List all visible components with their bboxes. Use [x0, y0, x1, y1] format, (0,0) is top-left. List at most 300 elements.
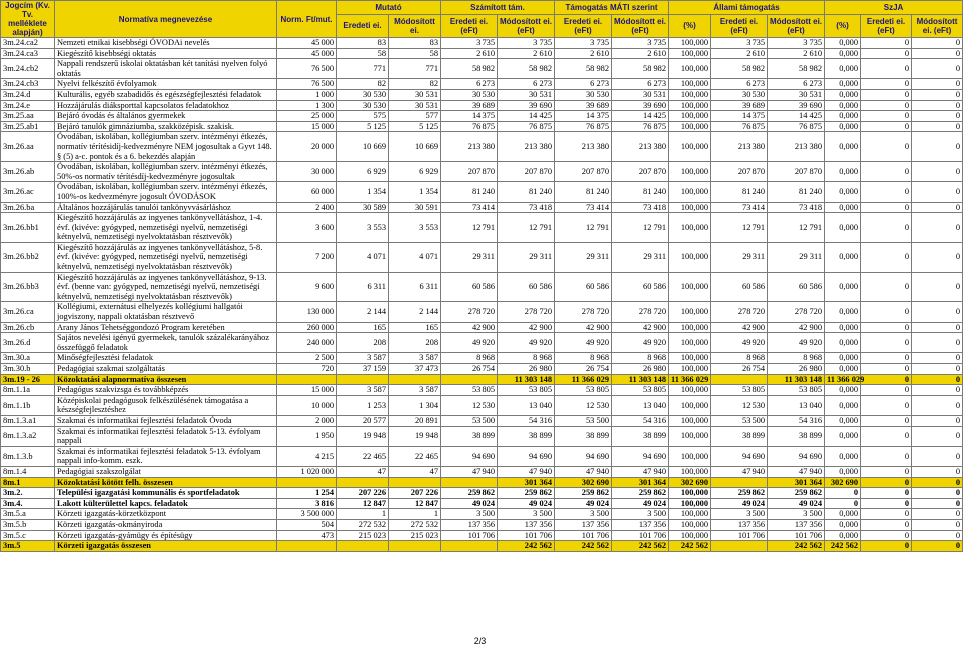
row-cell: 6 273	[612, 79, 669, 90]
row-cell: 2 500	[277, 353, 337, 364]
row-cell: 0,000	[825, 162, 861, 182]
row-cell: 60 000	[277, 182, 337, 202]
row-cell: 76 875	[498, 121, 555, 132]
row-cell: 2 000	[277, 415, 337, 426]
row-cell: 0	[861, 353, 912, 364]
header-row-1	[1, 1, 963, 15]
table-row	[1, 353, 963, 364]
row-cell	[441, 477, 498, 488]
row-cell: 100,000	[669, 395, 711, 415]
row-cell: 0	[912, 79, 963, 90]
row-cell: 100,000	[669, 38, 711, 49]
row-cell: 100,000	[669, 79, 711, 90]
row-name: Közoktatási kötött felh. összesen	[55, 477, 277, 488]
row-cell: 3 600	[277, 213, 337, 243]
row-cell: 49 920	[768, 333, 825, 353]
row-cell: 42 900	[612, 322, 669, 333]
row-cell: 0	[861, 100, 912, 111]
sub-header-szamitott-eredeti: Eredeti ei. (eFt)	[441, 14, 498, 37]
row-cell: 242 562	[669, 541, 711, 552]
row-code: 3m.2.	[1, 488, 55, 499]
row-cell: 165	[337, 322, 389, 333]
row-code: 8m.1.1a	[1, 385, 55, 396]
row-cell: 100,000	[669, 364, 711, 375]
row-name: Körzeti igazgatás-gyámügy és építésügy	[55, 530, 277, 541]
row-cell: 47 940	[441, 466, 498, 477]
row-cell: 0	[861, 48, 912, 59]
row-cell: 259 862	[768, 488, 825, 499]
table-row	[1, 333, 963, 353]
row-cell: 38 899	[711, 426, 768, 446]
row-code: 8m.1.4	[1, 466, 55, 477]
row-cell: 49 920	[441, 333, 498, 353]
row-cell: 0,000	[825, 100, 861, 111]
row-name: Kiegészítő kisebbségi oktatás	[55, 48, 277, 59]
row-cell: 0	[912, 477, 963, 488]
row-cell: 0,000	[825, 272, 861, 302]
row-code: 8m.1.1b	[1, 395, 55, 415]
row-cell: 3 735	[555, 38, 612, 49]
row-cell: 0	[912, 302, 963, 322]
row-cell: 60 586	[555, 272, 612, 302]
row-cell: 0	[861, 519, 912, 530]
row-cell: 94 690	[711, 446, 768, 466]
row-cell: 58 982	[711, 59, 768, 79]
row-cell: 42 900	[498, 322, 555, 333]
row-cell: 49 920	[555, 333, 612, 353]
row-cell: 3 816	[277, 498, 337, 509]
row-cell: 2 610	[711, 48, 768, 59]
row-cell: 0	[912, 466, 963, 477]
row-cell: 3 500 000	[277, 509, 337, 520]
row-cell: 100,000	[669, 426, 711, 446]
row-cell: 0,000	[825, 415, 861, 426]
row-cell: 137 356	[498, 519, 555, 530]
row-cell: 130 000	[277, 302, 337, 322]
row-cell: 49 024	[612, 498, 669, 509]
row-cell: 1 354	[337, 182, 389, 202]
row-cell: 215 023	[337, 530, 389, 541]
row-cell: 12 847	[389, 498, 441, 509]
row-cell: 19 948	[389, 426, 441, 446]
row-cell: 0	[861, 242, 912, 272]
row-cell: 0	[912, 111, 963, 122]
row-cell: 101 706	[612, 530, 669, 541]
row-cell: 81 240	[498, 182, 555, 202]
row-cell: 19 948	[337, 426, 389, 446]
row-cell: 9 600	[277, 272, 337, 302]
row-name: Bejáró tanulók gimnáziumba, szakközépisk. szakisk.	[55, 121, 277, 132]
row-cell: 1 950	[277, 426, 337, 446]
table-row	[1, 162, 963, 182]
row-cell: 0	[912, 333, 963, 353]
row-cell: 94 690	[498, 446, 555, 466]
row-cell: 81 240	[768, 182, 825, 202]
row-cell: 37 473	[389, 364, 441, 375]
row-cell: 39 690	[612, 100, 669, 111]
row-cell: 0	[861, 509, 912, 520]
row-cell: 0,000	[825, 111, 861, 122]
row-cell: 213 380	[441, 132, 498, 162]
row-name: Kollégiumi, externátusi elhelyezés kollégiumi hallgatói jogviszony, nappali oktatásban résztvevő	[55, 302, 277, 322]
row-cell: 137 356	[768, 519, 825, 530]
row-cell: 0	[912, 446, 963, 466]
row-name: Pedagógiai szakmai szolgáltatás	[55, 364, 277, 375]
row-cell: 20 891	[389, 415, 441, 426]
row-cell: 100,000	[669, 498, 711, 509]
row-cell: 0	[912, 322, 963, 333]
table-row	[1, 477, 963, 488]
row-cell: 3 553	[389, 213, 441, 243]
row-cell: 26 980	[498, 364, 555, 375]
row-cell: 53 500	[711, 415, 768, 426]
row-name: Középiskolai pedagógusok felkészülésének támogatása a készségfejlesztéshez	[55, 395, 277, 415]
row-cell: 100,000	[669, 59, 711, 79]
row-cell: 13 040	[768, 395, 825, 415]
row-cell: 0	[912, 132, 963, 162]
row-cell: 30 531	[389, 100, 441, 111]
row-cell: 100,000	[669, 385, 711, 396]
row-cell: 47 940	[768, 466, 825, 477]
row-name: Kulturális, egyéb szabadidős és egészségfejlesztési feladatok	[55, 89, 277, 100]
row-cell: 278 720	[612, 302, 669, 322]
row-cell: 54 316	[498, 415, 555, 426]
row-cell: 20 000	[277, 132, 337, 162]
sub-header-szja-modositott: Módosított ei. (eFt)	[912, 14, 963, 37]
row-cell: 207 870	[441, 162, 498, 182]
row-name: Általános hozzájárulás tanulói tankönyvvásárláshoz	[55, 202, 277, 213]
row-code: 3m.19 - 26	[1, 374, 55, 385]
sub-header-mati-modositott: Módosított ei. (eFt)	[612, 14, 669, 37]
page-number: 2/3	[473, 636, 487, 646]
row-cell: 73 414	[555, 202, 612, 213]
row-name: Szakmai és informatikai fejlesztési feladatok 5-13. évfolyam nappali	[55, 426, 277, 446]
table-row	[1, 364, 963, 375]
row-cell: 1 254	[277, 488, 337, 499]
row-cell	[389, 541, 441, 552]
row-name: Óvodában, iskolában, kollégiumban szerv. intézményi étkezés, normatív térítésidíj-kedvezményre NEM jogosultak a Gyvt 148. § (5) a-c. pontok és a 6. bekezdés alapján	[55, 132, 277, 162]
sub-header-szja-eredeti: Eredeti ei. (eFt)	[861, 14, 912, 37]
row-cell: 100,000	[669, 202, 711, 213]
row-cell: 2 144	[389, 302, 441, 322]
row-cell: 0,000	[825, 121, 861, 132]
row-cell: 42 900	[441, 322, 498, 333]
sub-header-mutato-modositott: Módosított ei.	[389, 14, 441, 37]
row-cell: 29 311	[768, 242, 825, 272]
row-cell: 0	[861, 364, 912, 375]
row-cell: 12 791	[555, 213, 612, 243]
row-cell: 94 690	[768, 446, 825, 466]
row-cell: 10 669	[389, 132, 441, 162]
row-cell: 0	[861, 415, 912, 426]
group-header-szamitott: Számított tám.	[441, 1, 555, 15]
row-cell: 0,000	[825, 242, 861, 272]
row-cell: 0	[912, 121, 963, 132]
table-row	[1, 466, 963, 477]
table-row	[1, 121, 963, 132]
row-cell: 30 530	[555, 89, 612, 100]
row-cell: 771	[337, 59, 389, 79]
row-name: Kiegészítő hozzájárulás az ingyenes tankönyvellátáshoz, 9-13. évf. (benne van: gyógyped, nemzetiségi nyelvű, nemzetiségi kétnyelvű, nemzetiségi nyelvoktatásban résztvevők)	[55, 272, 277, 302]
row-cell: 20 577	[337, 415, 389, 426]
row-cell: 0	[861, 385, 912, 396]
sub-header-szja-pct: (%)	[825, 14, 861, 37]
row-cell: 208	[337, 333, 389, 353]
row-cell: 0,000	[825, 519, 861, 530]
row-cell: 3 500	[498, 509, 555, 520]
row-cell: 53 805	[555, 385, 612, 396]
row-cell: 278 720	[711, 302, 768, 322]
row-cell: 207 870	[498, 162, 555, 182]
row-cell: 0	[912, 530, 963, 541]
row-cell: 38 899	[555, 426, 612, 446]
row-cell: 4 071	[389, 242, 441, 272]
row-cell: 0	[861, 38, 912, 49]
row-cell: 25 000	[277, 111, 337, 122]
row-cell: 58 982	[612, 59, 669, 79]
row-cell: 81 240	[612, 182, 669, 202]
row-cell: 81 240	[555, 182, 612, 202]
row-name: Hozzájárulás diáksporttal kapcsolatos feladatokhoz	[55, 100, 277, 111]
row-cell: 26 754	[441, 364, 498, 375]
row-cell: 207 870	[768, 162, 825, 182]
row-cell: 11 366 029	[825, 374, 861, 385]
row-cell: 0,000	[825, 509, 861, 520]
row-cell: 101 706	[441, 530, 498, 541]
row-cell: 278 720	[768, 302, 825, 322]
row-cell: 42 900	[711, 322, 768, 333]
row-cell: 0,000	[825, 48, 861, 59]
sub-header-allami-modositott: Módosított ei. (eFt)	[768, 14, 825, 37]
row-cell: 0,000	[825, 132, 861, 162]
row-cell: 259 862	[612, 488, 669, 499]
row-cell: 0	[912, 182, 963, 202]
row-cell: 12 791	[612, 213, 669, 243]
row-cell: 100,000	[669, 121, 711, 132]
row-cell: 30 530	[337, 89, 389, 100]
row-cell: 12 530	[441, 395, 498, 415]
row-cell: 3 735	[498, 38, 555, 49]
row-cell: 0	[912, 202, 963, 213]
row-cell: 1	[389, 509, 441, 520]
row-cell: 60 586	[768, 272, 825, 302]
row-name: Sajátos nevelési igényű gyermekek, tanulók százalékarányához összefüggő feladatok	[55, 333, 277, 353]
row-cell: 12 530	[555, 395, 612, 415]
row-cell: 100,000	[669, 333, 711, 353]
row-cell: 3 500	[441, 509, 498, 520]
row-cell: 14 375	[441, 111, 498, 122]
row-cell: 47 940	[555, 466, 612, 477]
row-name: Kiegészítő hozzájárulás az ingyenes tankönyvellátáshoz, 5-8. évf. (kivéve: gyógyped, nemzetiségi nyelvű, nemzetiségi kétnyelvű, nemzetiségi nyelvoktatásban résztvevők)	[55, 242, 277, 272]
row-cell: 11 303 148	[612, 374, 669, 385]
row-code: 3m.26.cb	[1, 322, 55, 333]
row-code: 3m.26.ba	[1, 202, 55, 213]
row-cell: 14 425	[768, 111, 825, 122]
row-cell: 14 375	[555, 111, 612, 122]
row-cell	[337, 541, 389, 552]
row-cell: 101 706	[711, 530, 768, 541]
row-cell	[441, 541, 498, 552]
row-cell: 0	[861, 272, 912, 302]
sub-header-mutato-eredeti: Eredeti ei.	[337, 14, 389, 37]
row-cell: 8 968	[498, 353, 555, 364]
row-cell: 29 311	[441, 242, 498, 272]
row-cell: 8 968	[768, 353, 825, 364]
row-code: 8m.1.3.b	[1, 446, 55, 466]
row-cell: 260 000	[277, 322, 337, 333]
row-cell: 6 311	[389, 272, 441, 302]
row-cell: 83	[337, 38, 389, 49]
row-cell: 82	[337, 79, 389, 90]
row-cell: 3 587	[337, 385, 389, 396]
row-cell: 0	[912, 498, 963, 509]
row-cell: 6 929	[337, 162, 389, 182]
row-cell: 213 380	[612, 132, 669, 162]
row-cell: 29 311	[612, 242, 669, 272]
row-cell: 12 791	[498, 213, 555, 243]
row-cell: 47 940	[498, 466, 555, 477]
row-cell: 22 465	[337, 446, 389, 466]
row-cell: 30 591	[389, 202, 441, 213]
row-cell: 0	[861, 426, 912, 446]
row-cell: 100,000	[669, 100, 711, 111]
row-cell: 10 669	[337, 132, 389, 162]
row-name: Bejáró óvodás és általános gyermekek	[55, 111, 277, 122]
row-cell: 0	[912, 48, 963, 59]
row-cell: 39 690	[768, 100, 825, 111]
row-cell: 0,000	[825, 530, 861, 541]
row-cell: 0,000	[825, 89, 861, 100]
table-row	[1, 182, 963, 202]
row-code: 8m.1	[1, 477, 55, 488]
row-cell: 0	[861, 488, 912, 499]
row-cell: 82	[389, 79, 441, 90]
row-cell	[389, 374, 441, 385]
row-cell: 100,000	[669, 302, 711, 322]
row-name: Körzeti igazgatás-körzetközpont	[55, 509, 277, 520]
row-cell: 3 500	[612, 509, 669, 520]
row-cell: 0,000	[825, 322, 861, 333]
row-cell: 7 200	[277, 242, 337, 272]
row-cell: 11 303 148	[768, 374, 825, 385]
row-cell: 45 000	[277, 48, 337, 59]
row-cell: 0,000	[825, 59, 861, 79]
row-cell: 301 364	[768, 477, 825, 488]
row-cell: 94 690	[441, 446, 498, 466]
row-cell: 6 311	[337, 272, 389, 302]
table-row	[1, 48, 963, 59]
row-cell: 137 356	[711, 519, 768, 530]
sub-header-allami-pct: (%)	[669, 14, 711, 37]
row-cell: 259 862	[441, 488, 498, 499]
row-cell: 0	[912, 162, 963, 182]
row-cell: 207 226	[337, 488, 389, 499]
row-cell: 720	[277, 364, 337, 375]
group-header-mutato: Mutató	[337, 1, 441, 15]
row-cell: 0,000	[825, 364, 861, 375]
row-cell: 100,000	[669, 446, 711, 466]
row-code: 3m.26.ca	[1, 302, 55, 322]
row-cell: 0	[912, 38, 963, 49]
row-cell: 0	[912, 519, 963, 530]
row-cell: 38 899	[612, 426, 669, 446]
row-cell: 76 500	[277, 59, 337, 79]
row-code: 3m.26.bb2	[1, 242, 55, 272]
row-cell: 26 754	[555, 364, 612, 375]
row-cell: 11 303 148	[498, 374, 555, 385]
row-cell: 301 364	[612, 477, 669, 488]
row-cell: 58 982	[768, 59, 825, 79]
row-cell: 207 870	[555, 162, 612, 182]
row-cell: 0	[912, 353, 963, 364]
row-cell: 0,000	[825, 182, 861, 202]
row-cell	[277, 541, 337, 552]
row-cell: 58 982	[498, 59, 555, 79]
row-cell: 3 500	[711, 509, 768, 520]
row-cell: 0	[912, 374, 963, 385]
row-cell: 242 562	[768, 541, 825, 552]
row-code: 3m.5	[1, 541, 55, 552]
row-cell: 1 300	[277, 100, 337, 111]
row-cell: 94 690	[612, 446, 669, 466]
row-cell: 53 805	[441, 385, 498, 396]
row-cell: 259 862	[555, 488, 612, 499]
row-cell: 58	[337, 48, 389, 59]
row-cell: 4 215	[277, 446, 337, 466]
row-cell: 0,000	[825, 426, 861, 446]
row-cell: 8 968	[711, 353, 768, 364]
row-cell: 12 791	[711, 213, 768, 243]
row-cell: 0	[861, 182, 912, 202]
row-cell: 100,000	[669, 519, 711, 530]
row-cell: 278 720	[441, 302, 498, 322]
row-cell: 29 311	[498, 242, 555, 272]
row-code: 3m.5.a	[1, 509, 55, 520]
row-cell: 73 418	[612, 202, 669, 213]
row-cell: 38 899	[768, 426, 825, 446]
row-cell: 0	[912, 242, 963, 272]
row-cell: 13 040	[498, 395, 555, 415]
row-cell: 5 125	[389, 121, 441, 132]
row-cell: 0	[912, 364, 963, 375]
row-cell: 242 562	[612, 541, 669, 552]
row-cell: 0,000	[825, 353, 861, 364]
table-row	[1, 415, 963, 426]
row-cell: 0	[861, 302, 912, 322]
row-cell: 54 316	[612, 415, 669, 426]
row-cell	[337, 374, 389, 385]
row-cell: 101 706	[498, 530, 555, 541]
row-cell: 3 735	[768, 38, 825, 49]
row-cell: 0	[912, 426, 963, 446]
row-cell: 100,000	[669, 89, 711, 100]
row-code: 3m.5.b	[1, 519, 55, 530]
row-cell: 29 311	[711, 242, 768, 272]
row-cell: 11 366 029	[555, 374, 612, 385]
row-cell: 0	[861, 111, 912, 122]
row-cell: 473	[277, 530, 337, 541]
row-cell: 0	[912, 272, 963, 302]
row-cell: 213 380	[555, 132, 612, 162]
row-cell: 49 920	[711, 333, 768, 353]
row-name: Nappali rendszerű iskolai oktatásban két tanítási nyelven folyó oktatás	[55, 59, 277, 79]
row-cell: 100,000	[669, 415, 711, 426]
row-cell: 0	[861, 59, 912, 79]
table-row	[1, 541, 963, 552]
row-cell: 100,000	[669, 48, 711, 59]
row-cell: 14 425	[498, 111, 555, 122]
row-cell: 0	[912, 488, 963, 499]
